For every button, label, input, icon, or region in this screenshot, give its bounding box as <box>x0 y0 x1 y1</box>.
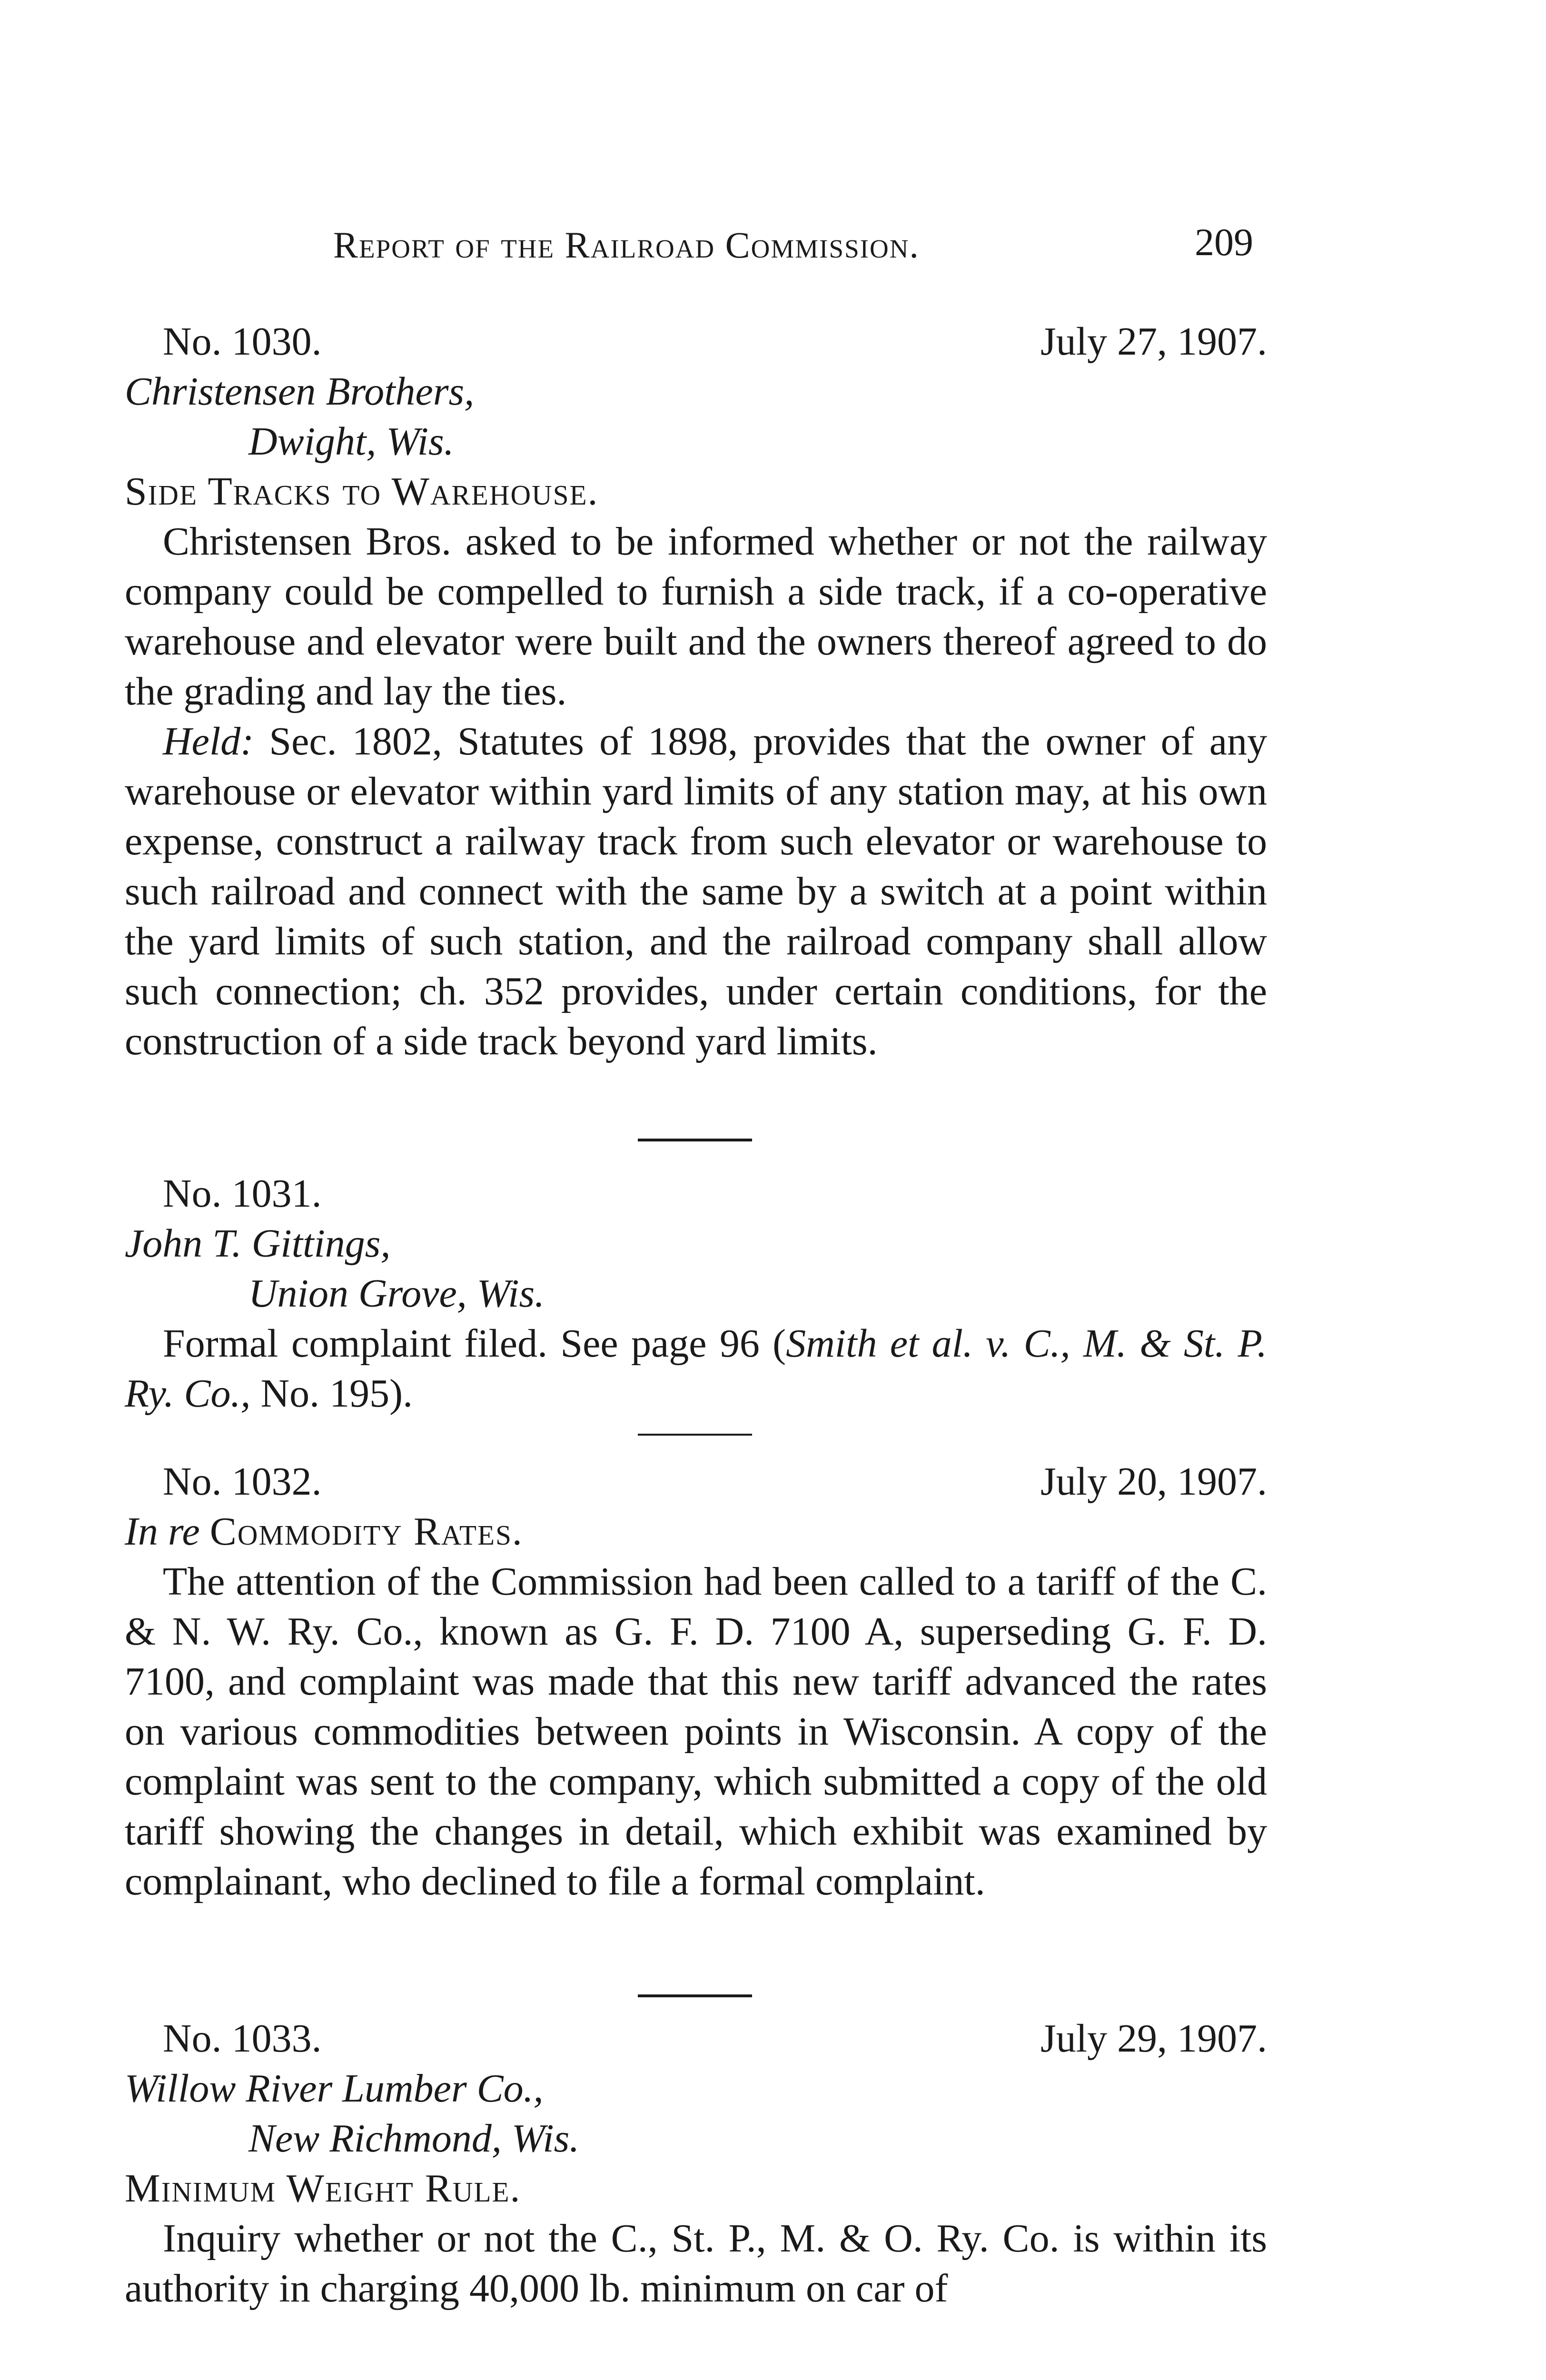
entry-number: No. 1032. <box>163 1459 322 1504</box>
entry-date: July 29, 1907. <box>1040 2016 1267 2061</box>
party-name: Christensen Brothers, <box>125 369 475 414</box>
running-header: Report of the Railroad Commission. <box>333 224 920 266</box>
entry-subject: Minimum Weight Rule. <box>125 2166 521 2211</box>
entry-subject: Side Tracks to Warehouse. <box>125 469 599 514</box>
party-location: Dwight, Wis. <box>248 419 454 464</box>
held-label: Held: <box>163 719 254 764</box>
entry-1030 <box>125 317 1267 1066</box>
entry-date: July 20, 1907. <box>1040 1459 1267 1504</box>
entry-1031 <box>125 1169 1267 1418</box>
entry-date: July 27, 1907. <box>1040 319 1267 364</box>
paragraph-text: Christensen Bros. asked to be informed whether or not the railway company could be compelled to furnish a side track, if a co-operative warehouse and elevator were built and the owners thereof agreed to do the grading and lay the ties. <box>125 519 1267 714</box>
entry-subject: Commodity Rates. <box>209 1509 523 1554</box>
entry-paragraph <box>125 1319 1267 1418</box>
entry-number: No. 1033. <box>163 2016 322 2061</box>
party-location: Union Grove, Wis. <box>248 1271 545 1316</box>
party-name: Willow River Lumber Co., <box>125 2066 544 2111</box>
entry-number: No. 1030. <box>163 319 322 364</box>
entry-1033 <box>125 2013 1267 2313</box>
case-citation: Smith et al. v. C., M. & St. P. Ry. Co., <box>125 1321 1267 1416</box>
party-location: New Richmond, Wis. <box>248 2116 580 2161</box>
section-divider <box>638 1434 752 1436</box>
entry-1032 <box>125 1457 1267 1906</box>
held-paragraph <box>125 716 1267 1066</box>
entry-number: No. 1031. <box>163 1171 322 1216</box>
paragraph-text: Inquiry whether or not the C., St. P., M. & O. Ry. Co. is within its authority in charging 40,000 lb. minimum on car of <box>125 2216 1267 2311</box>
entry-paragraph <box>125 2213 1267 2313</box>
paragraph-text: The attention of the Commission had been called to a tariff of the C. & N. W. Ry. Co., known as G. F. D. 7100 A, superseding G. F. D. 7100, and complaint was made that this new tariff advanced the rates on various commodities between points in Wisconsin. A copy of the complaint was sent to the company, which submitted a copy of the old tariff showing the changes in detail, which exhibit was examined by complainant, who declined to file a formal complaint. <box>125 1559 1267 1904</box>
entry-paragraph <box>125 516 1267 716</box>
held-text: Sec. 1802, Statutes of 1898, provides that the owner of any warehouse or elevator within yard limits of any station may, at his own expense, construct a railway track from such elevator or warehouse to such railroad and connect with the same by a switch at a point within the yard limits of such station, and the railroad company shall allow such connection; ch. 352 provides, under certain conditions, for the construction of a side track beyond yard limits. <box>125 719 1267 1063</box>
paragraph-text: Formal complaint filed. See page 96 ( <box>163 1321 786 1366</box>
entry-paragraph <box>125 1557 1267 1906</box>
page-number: 209 <box>1195 220 1253 264</box>
party-name: John T. Gittings, <box>125 1221 391 1266</box>
section-divider <box>638 1139 752 1141</box>
in-re-label: In re <box>125 1509 200 1554</box>
paragraph-text-end: No. 195). <box>250 1371 413 1416</box>
section-divider <box>638 1994 752 1997</box>
